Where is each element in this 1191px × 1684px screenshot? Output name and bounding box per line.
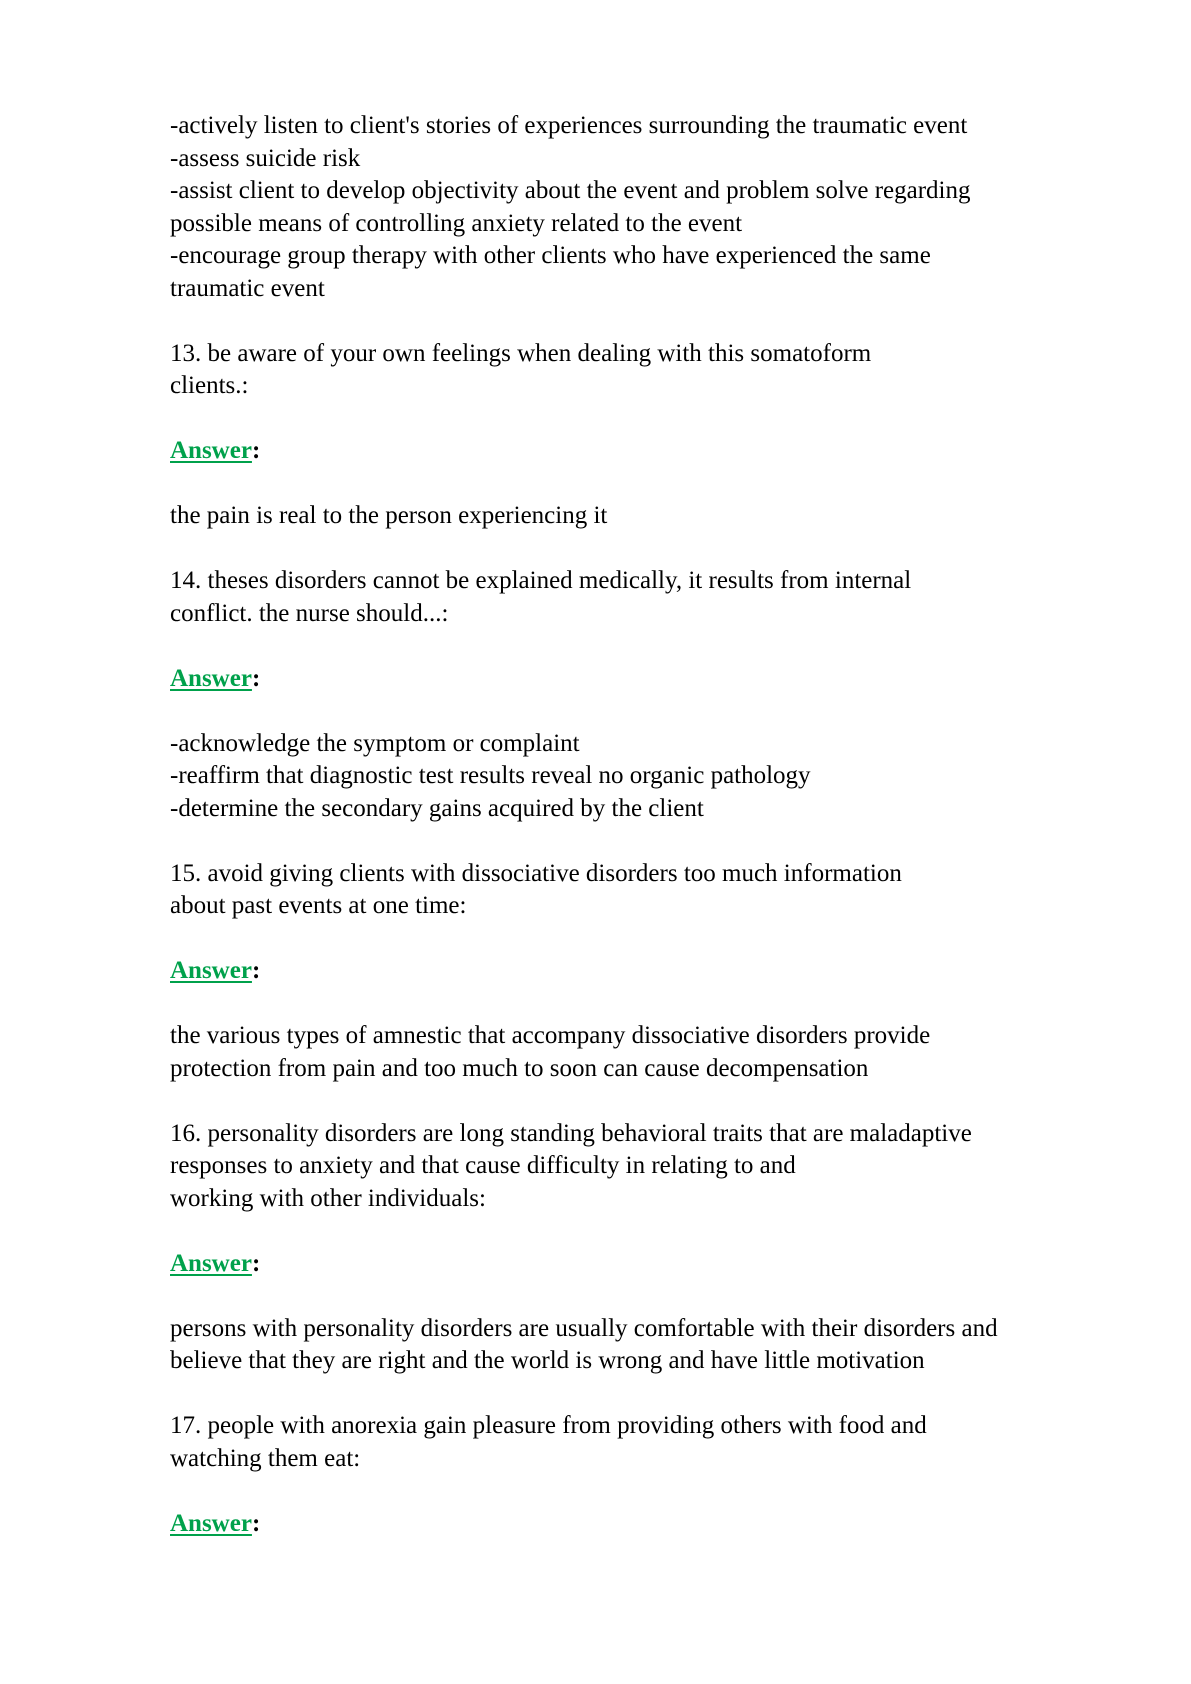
answer-15 bbox=[170, 1020, 1130, 1085]
answer-text-line: the pain is real to the person experiencing it bbox=[170, 502, 608, 529]
text-line: possible means of controlling anxiety related to the event bbox=[170, 209, 743, 237]
question-text-line: conflict. the nurse should...: bbox=[170, 599, 449, 627]
question-13 bbox=[170, 338, 1130, 403]
answer-text-line: -acknowledge the symptom or complaint bbox=[170, 729, 580, 757]
question-text-line: 16. personality disorders are long standing behavioral traits that are maladaptive bbox=[170, 1119, 972, 1147]
document-page bbox=[170, 110, 1130, 1573]
question-text-line: clients.: bbox=[170, 372, 249, 399]
question-15 bbox=[170, 858, 1130, 923]
question-text-line: 15. avoid giving clients with dissociative disorders too much information bbox=[170, 859, 902, 887]
text-line: traumatic event bbox=[170, 274, 325, 302]
answer-label: Answer bbox=[170, 664, 252, 692]
answer-colon: : bbox=[251, 957, 261, 984]
answer-label: Answer bbox=[170, 1509, 252, 1537]
question-16 bbox=[170, 1118, 1130, 1216]
question-text-line: 13. be aware of your own feelings when dealing with this somatoform bbox=[170, 339, 872, 367]
answer-colon: : bbox=[251, 664, 261, 692]
answer-16 bbox=[170, 1313, 1130, 1378]
answer-colon: : bbox=[251, 437, 261, 464]
question-text-line: working with other individuals: bbox=[170, 1184, 486, 1212]
answer-text-line: protection from pain and too much to soon can cause decompensation bbox=[170, 1054, 869, 1082]
question-text-line: responses to anxiety and that cause difficulty in relating to and bbox=[170, 1152, 796, 1179]
answer-14 bbox=[170, 728, 1130, 826]
answer-label: Answer bbox=[170, 437, 252, 464]
answer-colon: : bbox=[251, 1509, 261, 1537]
question-14 bbox=[170, 565, 1130, 630]
text-line: -assist client to develop objectivity about the event and problem solve regarding bbox=[170, 177, 971, 204]
answer-text-line: the various types of amnestic that accompany dissociative disorders provide bbox=[170, 1022, 931, 1049]
question-17 bbox=[170, 1410, 1130, 1475]
answer-heading bbox=[170, 1248, 1130, 1281]
text-line: -assess suicide risk bbox=[170, 144, 361, 172]
answer-text-line: persons with personality disorders are usually comfortable with their disorders and bbox=[170, 1314, 998, 1342]
answer-colon: : bbox=[251, 1249, 261, 1277]
answer-label: Answer bbox=[170, 1249, 252, 1277]
answer-heading bbox=[170, 955, 1130, 988]
question-text-line: about past events at one time: bbox=[170, 892, 467, 919]
answer-text-line: believe that they are right and the world is wrong and have little motivation bbox=[170, 1347, 925, 1374]
question-text-line: 17. people with anorexia gain pleasure from providing others with food and bbox=[170, 1412, 927, 1439]
answer-text-line: -determine the secondary gains acquired by the client bbox=[170, 794, 704, 822]
answer-heading bbox=[170, 663, 1130, 696]
question-text-line: watching them eat: bbox=[170, 1444, 361, 1472]
prior-answer-block bbox=[170, 110, 1130, 305]
text-line: -actively listen to client's stories of experiences surrounding the traumatic event bbox=[170, 112, 968, 139]
answer-text-line: -reaffirm that diagnostic test results reveal no organic pathology bbox=[170, 762, 811, 789]
answer-heading bbox=[170, 435, 1130, 468]
text-line: -encourage group therapy with other clients who have experienced the same bbox=[170, 242, 931, 269]
answer-heading bbox=[170, 1508, 1130, 1541]
question-text-line: 14. theses disorders cannot be explained medically, it results from internal bbox=[170, 567, 912, 594]
answer-13 bbox=[170, 500, 1130, 533]
answer-label: Answer bbox=[170, 957, 252, 984]
